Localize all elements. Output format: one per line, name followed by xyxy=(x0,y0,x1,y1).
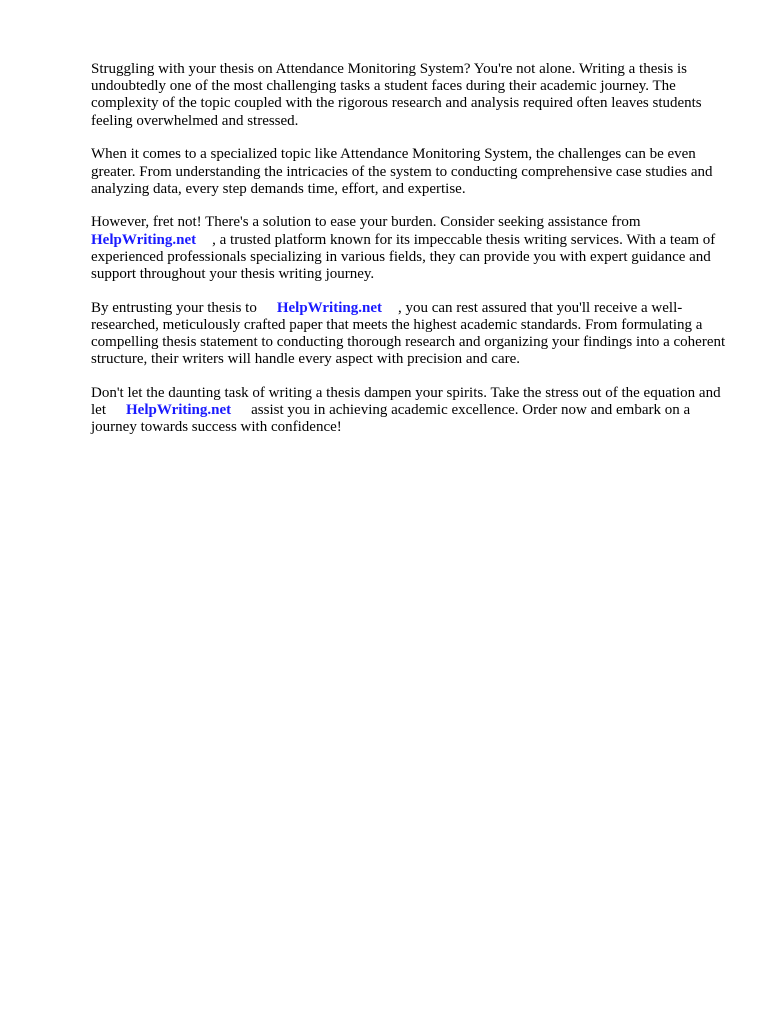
paragraph-solution xyxy=(91,214,731,283)
paragraph-text-before: However, fret not! There's a solution to ease your burden. Consider seeking assistance from xyxy=(91,214,641,231)
paragraph-intro xyxy=(91,61,731,130)
document-body xyxy=(91,61,731,453)
paragraph-text-before: By entrusting your thesis to xyxy=(91,299,257,316)
paragraph-closing xyxy=(91,385,731,437)
paragraph-text-before: Don't let the daunting task of writing a thesis dampen your spirits. Take the stress out of the equation and let xyxy=(91,385,721,419)
helpwriting-link[interactable]: HelpWriting.net xyxy=(276,299,382,316)
paragraph-text: Struggling with your thesis on Attendance Monitoring System? You're not alone. Writing a thesis is undoubtedly one of the most challenging tasks a student faces during their academic journey. The complexity of the topic coupled with the rigorous research and analysis required often leaves students feeling overwhelmed and stressed. xyxy=(91,61,702,129)
paragraph-text-after: , you can rest assured that you'll receive a well-researched, meticulously crafted paper that meets the highest academic standards. From formulating a compelling thesis statement to conducting thorough research and organizing your findings into a coherent structure, their writers will handle every aspect with precision and care. xyxy=(91,299,726,368)
paragraph-text: When it comes to a specialized topic like Attendance Monitoring System, the challenges can be even greater. From understanding the intricacies of the system to conducting comprehensive case studies and analyzing data, every step demands time, effort, and expertise. xyxy=(91,146,713,197)
paragraph-entrusting xyxy=(91,300,731,369)
paragraph-text-after: assist you in achieving academic excellence. Order now and embark on a journey towards success with confidence! xyxy=(91,402,691,436)
paragraph-challenges xyxy=(91,146,731,198)
helpwriting-link[interactable]: HelpWriting.net xyxy=(126,402,232,419)
paragraph-text-after: , a trusted platform known for its impeccable thesis writing services. With a team of experienced professionals specializing in various fields, they can provide you with expert guidance and support throughout your thesis writing journey. xyxy=(91,231,716,283)
helpwriting-link[interactable]: HelpWriting.net xyxy=(91,231,197,248)
